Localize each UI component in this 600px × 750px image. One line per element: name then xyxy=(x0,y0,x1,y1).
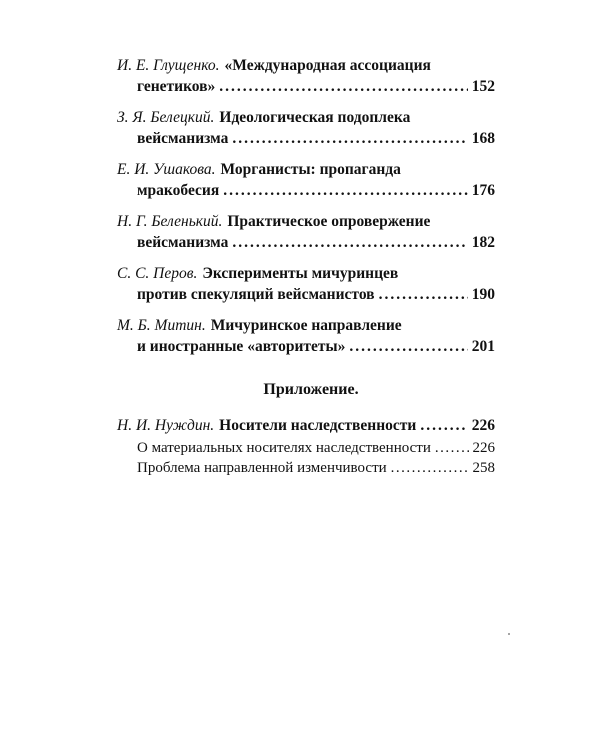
appendix-subentry xyxy=(117,458,495,478)
toc-entry-line1 xyxy=(117,315,495,336)
toc-entry-title-cont: и иностранные «авторитеты» xyxy=(137,338,346,355)
toc-entry-line1 xyxy=(117,263,495,284)
toc-entry xyxy=(117,315,495,357)
toc-entry-author: Н. Г. Беленький. xyxy=(117,213,223,230)
toc-entry-title: Мичуринское направление xyxy=(210,317,402,334)
dot-leader xyxy=(223,180,468,201)
dot-leader xyxy=(391,458,469,478)
toc-entry-line1 xyxy=(117,211,495,232)
toc-entry xyxy=(117,211,495,253)
toc-entry-line2 xyxy=(117,76,495,97)
toc-entry-line1 xyxy=(117,159,495,180)
toc-entry-title: Идеологическая подоплека xyxy=(219,109,411,126)
dot-leader xyxy=(349,336,467,357)
toc-entry xyxy=(117,159,495,201)
toc-entry-title-cont: генетиков» xyxy=(137,78,216,95)
toc-entry-title: Морганисты: пропаганда xyxy=(220,161,401,178)
dot-leader xyxy=(232,232,467,253)
toc-entry-author: М. Б. Митин. xyxy=(117,317,206,334)
toc-entry-page: 190 xyxy=(471,286,495,303)
toc-entry-line2 xyxy=(117,336,495,357)
toc-entry-title: Эксперименты мичуринцев xyxy=(202,265,399,282)
toc-entry-author: С. С. Перов. xyxy=(117,265,198,282)
toc-entry-author: И. Е. Глущенко. xyxy=(117,57,220,74)
appendix-heading: Приложение. xyxy=(263,381,359,398)
appendix-entry-author: Н. И. Нуждин. xyxy=(117,417,215,434)
dot-leader xyxy=(379,284,468,305)
appendix-entry-line xyxy=(117,415,495,436)
toc-entry xyxy=(117,107,495,149)
toc-entry-line1 xyxy=(117,107,495,128)
appendix-entry xyxy=(117,415,495,436)
dot-leader xyxy=(219,76,467,97)
dot-leader xyxy=(420,415,467,436)
toc-entry-page: 182 xyxy=(471,234,495,251)
scan-speck xyxy=(508,633,510,635)
table-of-contents xyxy=(117,55,495,478)
toc-entry xyxy=(117,55,495,97)
toc-entry xyxy=(117,263,495,305)
toc-entry-title-cont: вейсманизма xyxy=(137,234,229,251)
appendix-entry-page: 226 xyxy=(471,417,495,434)
dot-leader xyxy=(435,438,469,458)
toc-entry-line2 xyxy=(117,128,495,149)
appendix-entry-title: Носители наследственности xyxy=(219,417,417,434)
toc-entry-title: Практическое опровержение xyxy=(227,213,431,230)
toc-entry-title: «Международная ассоциация xyxy=(224,57,431,74)
appendix-subentry-title: Проблема направленной изменчивости xyxy=(137,460,387,476)
toc-entry-page: 152 xyxy=(471,78,495,95)
toc-entry-page: 201 xyxy=(471,338,495,355)
toc-entry-author: З. Я. Белецкий. xyxy=(117,109,215,126)
toc-entry-title-cont: мракобесия xyxy=(137,182,220,199)
toc-entry-line2 xyxy=(117,284,495,305)
appendix-subentry-title: О материальных носителях наследственности xyxy=(137,440,431,456)
toc-entry-author: Е. И. Ушакова. xyxy=(117,161,216,178)
dot-leader xyxy=(232,128,467,149)
toc-entry-title-cont: против спекуляций вейсманистов xyxy=(137,286,375,303)
appendix-subentry-page: 226 xyxy=(472,440,495,456)
appendix-subentry-page: 258 xyxy=(472,460,495,476)
appendix-subentry xyxy=(117,438,495,458)
toc-entry-page: 168 xyxy=(471,130,495,147)
toc-entry-line2 xyxy=(117,180,495,201)
toc-entry-page: 176 xyxy=(471,182,495,199)
toc-entry-title-cont: вейсманизма xyxy=(137,130,229,147)
toc-entry-line2 xyxy=(117,232,495,253)
toc-entry-line1 xyxy=(117,55,495,76)
